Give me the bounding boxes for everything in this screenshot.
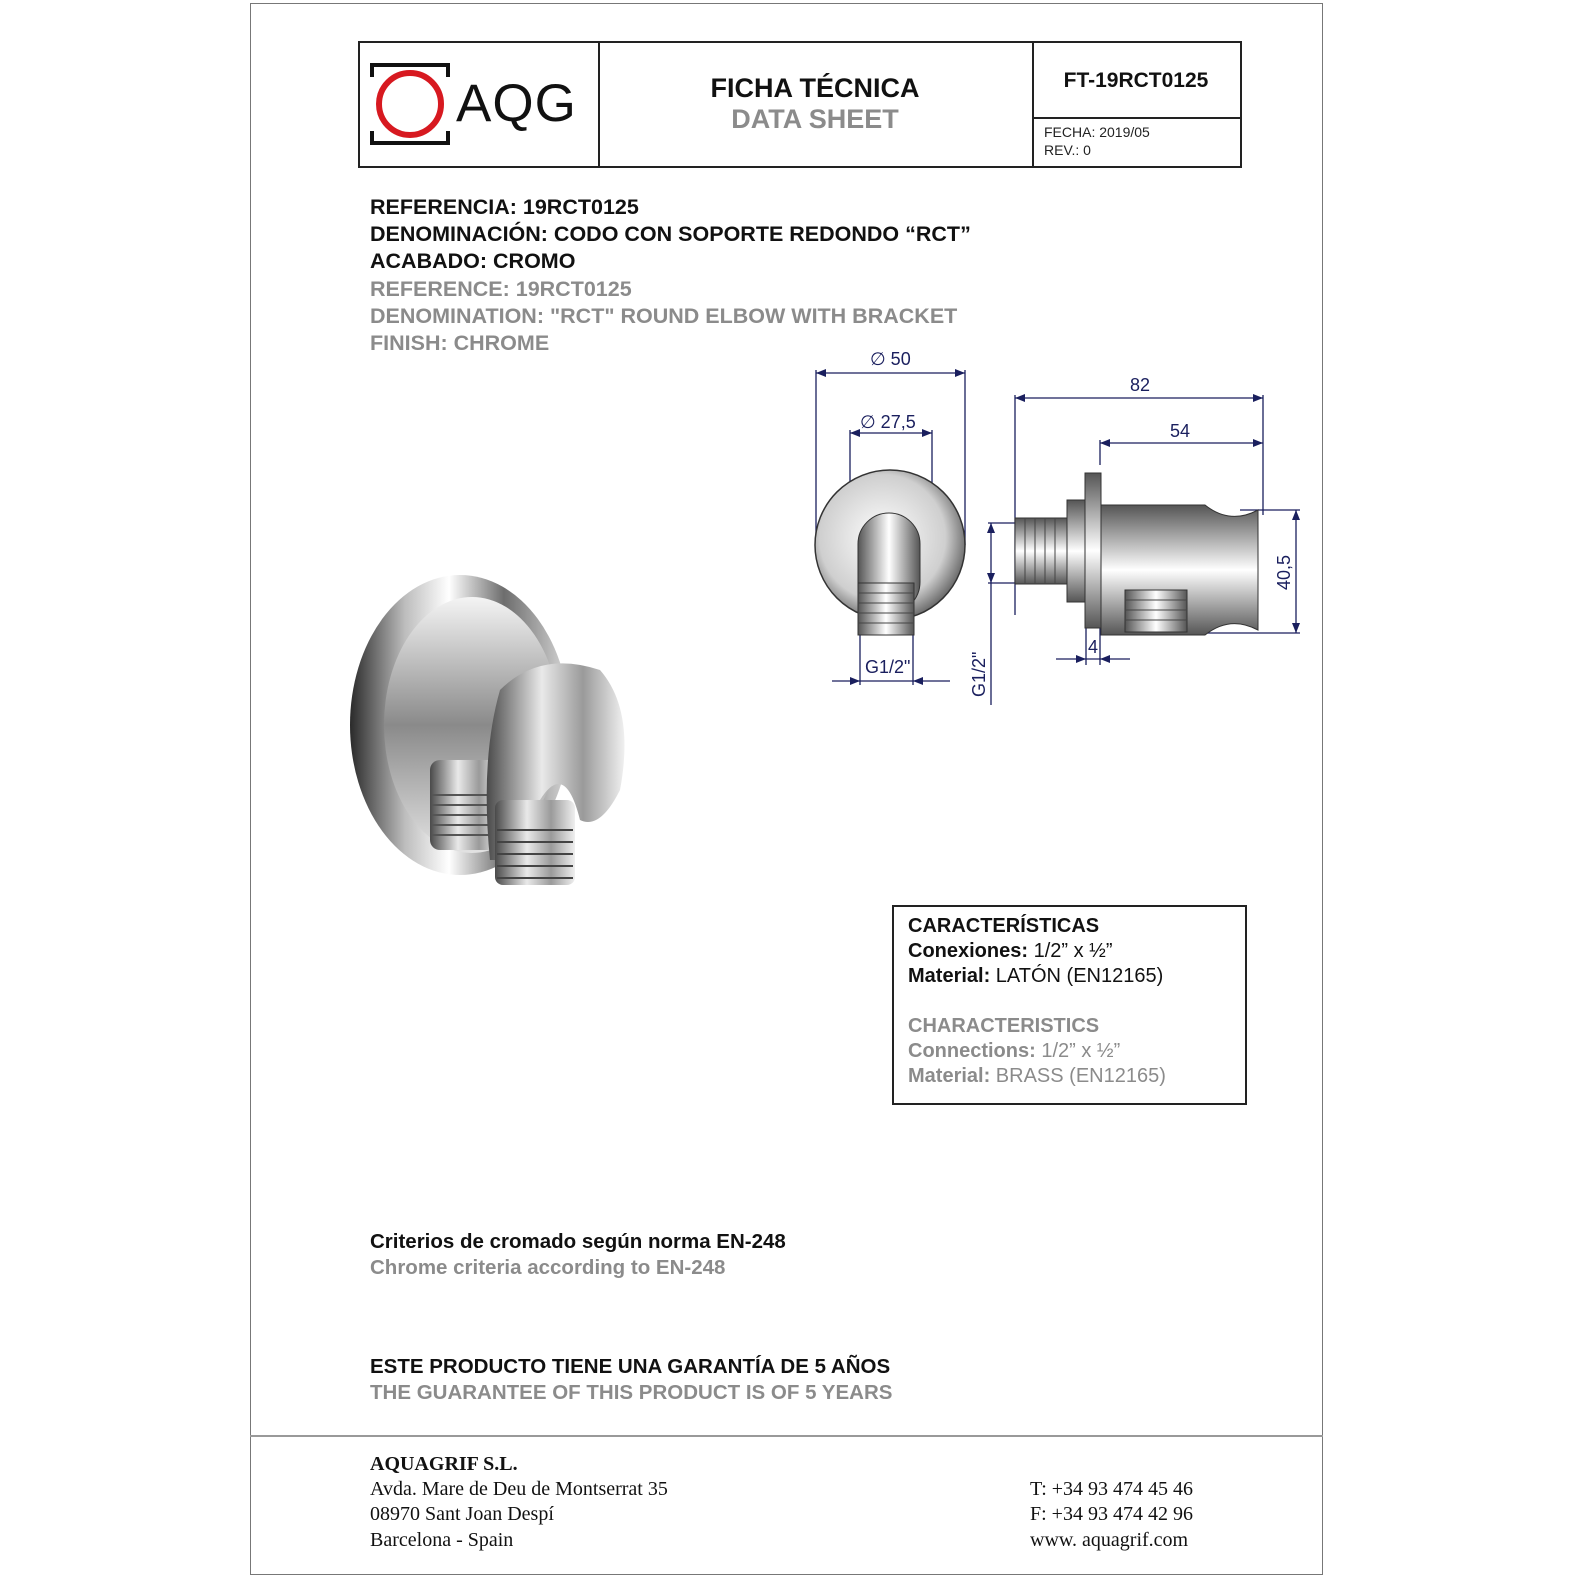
title-cell [598,43,1034,166]
product-image [350,560,650,900]
title-en: DATA SHEET [731,104,899,134]
char-connections-es: Conexiones: 1/2” x ½” [908,940,1113,962]
dimension-labels [810,345,1320,715]
doc-code: FT-19RCT0125 [1063,69,1209,92]
footer-phone: T: +34 93 474 45 46 [1030,1478,1194,1500]
dim-thickness-4: 4 [1088,637,1099,657]
logo-text: AQG [456,74,577,133]
footer-company: AQUAGRIF S.L. [370,1453,518,1475]
header-table [358,41,1242,168]
finish-es: ACABADO: CROMO [370,249,576,273]
dim-g12-side: G1/2" [969,651,989,697]
characteristics-box [892,905,1247,1105]
doc-code-box [1032,43,1240,119]
guarantee-es: ESTE PRODUCTO TIENE UNA GARANTÍA DE 5 AÑOS [370,1355,891,1378]
doc-date: FECHA: 2019/05 [1044,124,1150,140]
reference-en: REFERENCE: 19RCT0125 [370,277,632,301]
dim-diameter-27: ∅ 27,5 [860,412,916,432]
guarantee-en: THE GUARANTEE OF THIS PRODUCT IS OF 5 YEARS [370,1381,893,1404]
dim-diameter-50: ∅ 50 [870,349,911,369]
char-connections-en: Connections: 1/2” x ½” [908,1040,1121,1062]
dim-g12-front: G1/2" [865,657,911,677]
denomination-es: DENOMINACIÓN: CODO CON SOPORTE REDONDO “RCT” [370,222,971,246]
finish-en: FINISH: CHROME [370,331,550,355]
dim-length-82: 82 [1130,375,1151,395]
reference-es: REFERENCIA: 19RCT0125 [370,195,639,219]
chrome-criteria-es: Criterios de cromado según norma EN-248 [370,1230,786,1253]
char-title-en: CHARACTERISTICS [908,1015,1100,1037]
footer-address-1: Avda. Mare de Deu de Montserrat 35 [370,1478,668,1500]
title-es: FICHA TÉCNICA [710,73,920,103]
char-material-es: Material: LATÓN (EN12165) [908,965,1164,987]
code-cell [1032,43,1240,166]
footer-divider [250,1435,1323,1437]
denomination-en: DENOMINATION: "RCT" ROUND ELBOW WITH BRACKET [370,304,958,328]
footer-address-3: Barcelona - Spain [370,1529,514,1551]
chrome-criteria-en: Chrome criteria according to EN-248 [370,1256,726,1279]
char-title-es: CARACTERÍSTICAS [908,915,1100,937]
footer-fax: F: +34 93 474 42 96 [1030,1503,1193,1525]
char-material-en: Material: BRASS (EN12165) [908,1065,1166,1087]
dim-height-405: 40,5 [1274,554,1294,590]
footer-website[interactable]: www. aquagrif.com [1030,1529,1189,1551]
doc-rev: REV.: 0 [1044,142,1091,158]
dim-length-54: 54 [1170,421,1191,441]
footer-address-2: 08970 Sant Joan Despí [370,1503,554,1525]
logo-cell [360,43,600,166]
